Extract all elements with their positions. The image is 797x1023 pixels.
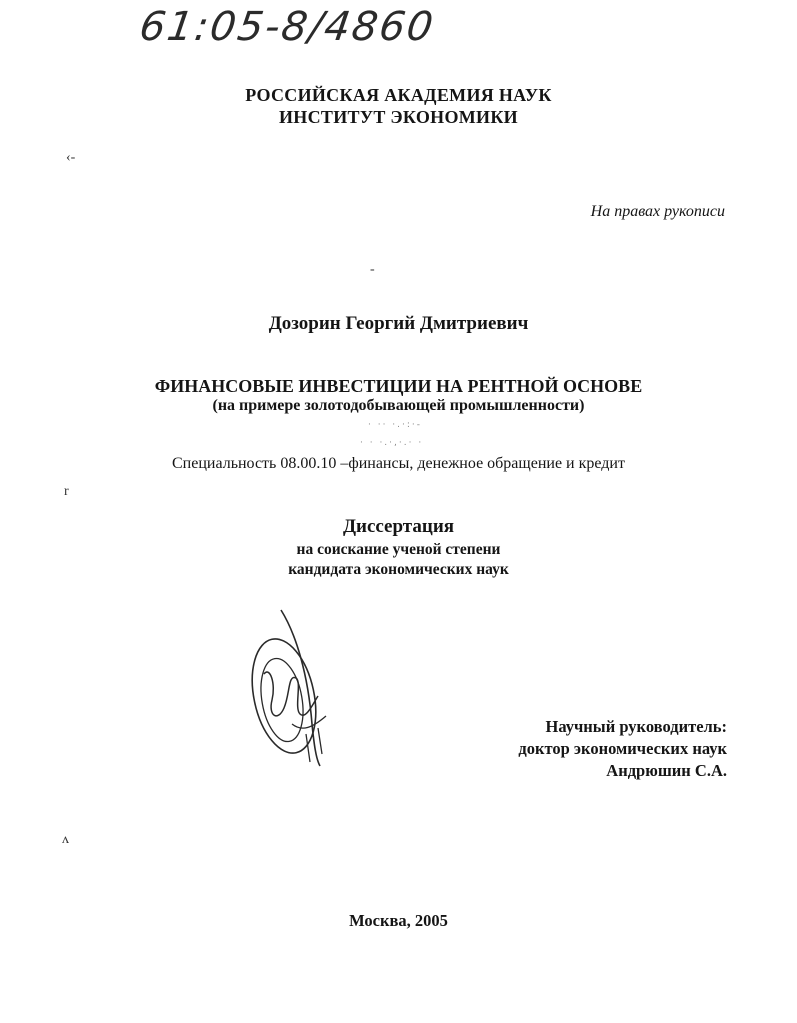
org-line-2: ИНСТИТУТ ЭКОНОМИКИ <box>279 107 518 127</box>
organization-header <box>0 84 797 128</box>
specialty-line: Специальность 08.00.10 –финансы, денежное обращение и кредит <box>172 455 625 472</box>
archive-number: 61:05-8/4860 <box>136 4 438 50</box>
advisor-name: Андрюшин С.А. <box>606 761 727 780</box>
scientific-advisor <box>518 716 727 782</box>
author-name: Дозорин Георгий Дмитриевич <box>268 313 529 334</box>
org-line-1: РОССИЙСКАЯ АКАДЕМИЯ НАУК <box>245 85 552 105</box>
degree-line-2: кандидата экономических наук <box>288 561 509 578</box>
scan-speckle: · · ·.·,·.· · <box>360 438 424 448</box>
scan-mark: - <box>370 262 375 277</box>
dissertation-title: ФИНАНСОВЫЕ ИНВЕСТИЦИИ НА РЕНТНОЙ ОСНОВЕ <box>154 376 643 396</box>
degree-line-1: на соискание ученой степени <box>296 541 501 558</box>
signature-icon <box>236 604 356 774</box>
dissertation-subtitle: (на примере золотодобывающей промышленности) <box>212 397 585 414</box>
advisor-role: Научный руководитель: <box>545 717 727 736</box>
scan-mark: r <box>64 484 69 499</box>
advisor-degree: доктор экономических наук <box>518 739 727 758</box>
scan-mark: ‹- <box>66 150 76 165</box>
scan-mark: ʌ <box>62 832 69 847</box>
scan-speckle: · ·· ·.·:·- <box>368 420 423 430</box>
city-year: Москва, 2005 <box>349 911 448 930</box>
dissertation-type: Диссертация <box>342 516 455 537</box>
manuscript-note: На правах рукописи <box>590 203 725 220</box>
